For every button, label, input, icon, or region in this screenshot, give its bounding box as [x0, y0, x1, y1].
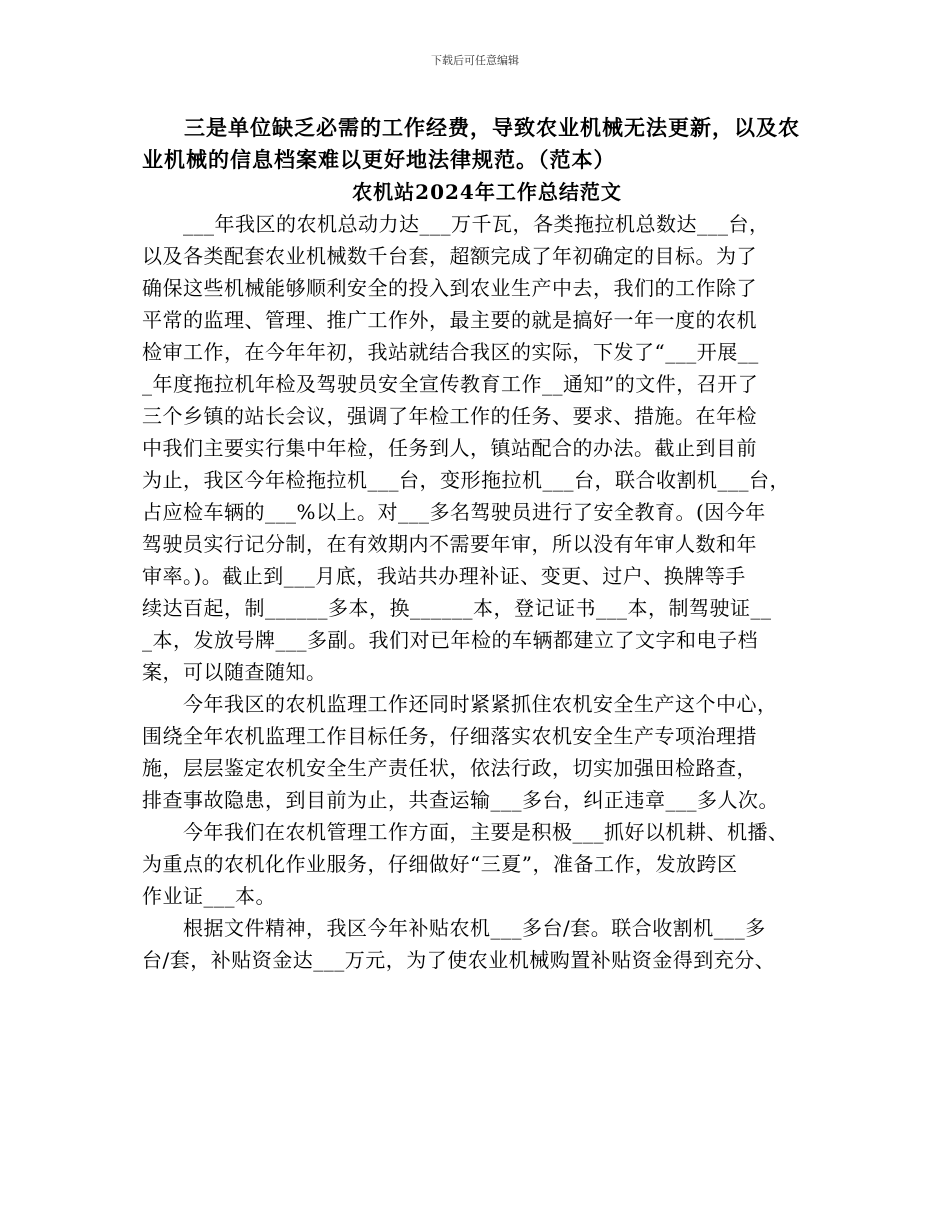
- body-line: 为重点的农机化作业服务，仔细做好“三夏”，准备工作，发放跨区: [142, 852, 738, 876]
- body-line: _本，发放号牌___多副。我们对已年检的车辆都建立了文字和电子档: [142, 628, 758, 652]
- body-line: ___年我区的农机总动力达___万千瓦，各类拖拉机总数达___台，: [142, 212, 770, 236]
- body-line: 三个乡镇的站长会议，强调了年检工作的任务、要求、措施。在年检: [142, 404, 757, 428]
- body-line: 围绕全年农机监理工作目标任务，仔细落实农机安全生产专项治理措: [142, 724, 757, 748]
- intro-line: 三是单位缺乏必需的工作经费，导致农业机械无法更新，以及农: [184, 115, 800, 140]
- body-line: 根据文件精神，我区今年补贴农机___多台/套。联合收割机___多: [142, 916, 766, 940]
- body-line: 案，可以随查随知。: [142, 660, 327, 684]
- document-body: [142, 112, 832, 976]
- body-line: 占应检车辆的___%以上。对___多名驾驶员进行了安全教育。(因今年: [142, 500, 766, 524]
- body-line: 确保这些机械能够顺利安全的投入到农业生产中去，我们的工作除了: [142, 276, 757, 300]
- body-line: 以及各类配套农业机械数千台套，超额完成了年初确定的目标。为了: [142, 244, 757, 268]
- page-header-note: 下载后可任意编辑: [431, 54, 519, 67]
- body-text: [142, 208, 832, 976]
- body-line: 检审工作，在今年年初，我站就结合我区的实际，下发了“___开展__: [142, 340, 759, 364]
- body-line: 今年我们在农机管理工作方面，主要是积极___抓好以机耕、机播、: [142, 820, 789, 844]
- body-line: 排查事故隐患，到目前为止，共查运输___多台，纠正违章___多人次。: [142, 788, 779, 812]
- body-line: 今年我区的农机监理工作还同时紧紧抓住农机安全生产这个中心，: [142, 692, 778, 716]
- body-line: 为止，我区今年检拖拉机___台，变形拖拉机___台，联合收割机___台，: [142, 468, 790, 492]
- body-line: 中我们主要实行集中年检，任务到人，镇站配合的办法。截止到目前: [142, 436, 757, 460]
- body-line: 续达百起，制______多本，换______本，登记证书___本，制驾驶证__: [142, 596, 772, 620]
- intro-line: 业机械的信息档案难以更好地法律规范。（范本）: [142, 147, 616, 172]
- body-line: 施，层层鉴定农机安全生产责任状，依法行政，切实加强田检路查，: [142, 756, 757, 780]
- body-line: 审率。)。截止到___月底，我站共办理补证、变更、过户、换牌等手: [142, 564, 746, 588]
- body-line: 作业证___本。: [142, 884, 276, 908]
- body-line: _年度拖拉机年检及驾驶员安全宣传教育工作__通知”的文件，召开了: [142, 372, 759, 396]
- body-line: 驾驶员实行记分制，在有效期内不需要年审，所以没有年审人数和年: [142, 532, 757, 556]
- body-line: 台/套，补贴资金达___万元，为了使农业机械购置补贴资金得到充分、: [142, 948, 776, 972]
- body-line: 平常的监理、管理、推广工作外，最主要的就是搞好一年一度的农机: [142, 308, 757, 332]
- document-title: 农机站2024年工作总结范文: [352, 180, 622, 204]
